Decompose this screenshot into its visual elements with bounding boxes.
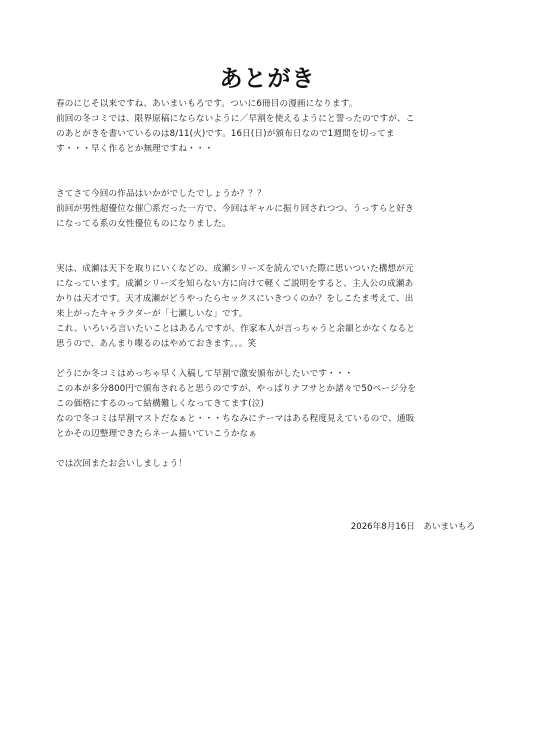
paragraph-4 bbox=[56, 367, 486, 442]
paragraph-1 bbox=[56, 97, 486, 157]
signature: 2026年8月16日 あいまいもろ bbox=[350, 522, 475, 532]
text-line: この価格にするのって結構難しくなってきてます(泣) bbox=[56, 399, 265, 409]
text-line: 実は、成瀬は天下を取りにいくなどの、成瀬シリーズを読んでいた際に思いついた構想が元 bbox=[56, 264, 414, 274]
paragraph-2 bbox=[56, 187, 486, 232]
afterword-body bbox=[56, 97, 486, 472]
text-line: さてさて今回の作品はいかがでしたでしょうか？？？ bbox=[56, 189, 266, 199]
text-line: になっています。成瀬シリーズを知らない方に向けて軽くご説明をすると、主人公の成瀬あ bbox=[56, 279, 414, 289]
text-line: 前回が男性超優位な催〇系だった一方で、今回はギャルに振り回されつつ、うっすらと好き bbox=[56, 204, 414, 214]
paragraph-gap bbox=[56, 172, 486, 187]
text-line: この本が多分800円で頒布されると思うのですが、やっぱりナフサとか諸々で50ページ分を bbox=[56, 384, 417, 394]
paragraph-gap bbox=[56, 352, 486, 367]
text-line: のあとがきを書いているのは8/11(火)です。16日(日)が頒布日なので1週間を切ってま bbox=[56, 129, 395, 139]
text-line: になってる系の女性優位ものになりました。 bbox=[56, 219, 231, 229]
text-line: これ、いろいろ言いたいことはあるんですが、作家本人が言っちゃうと余韻とかなくなると bbox=[56, 324, 416, 334]
text-line: 思うので、あんまり喋るのはやめておきます。。。笑 bbox=[56, 339, 257, 349]
text-line: どうにか冬コミはめっちゃ早く入稿して早割で激安頒布がしたいです・・・ bbox=[56, 369, 354, 379]
text-line: す・・・早く作るとか無理ですね・・・ bbox=[56, 144, 214, 154]
paragraph-gap bbox=[56, 442, 486, 457]
paragraph-gap bbox=[56, 232, 486, 247]
text-line: 来上がったキャラクターが「七瀬しいな」です。 bbox=[56, 309, 248, 319]
paragraph-gap bbox=[56, 247, 486, 262]
text-line: では次回またお会いしましょう！ bbox=[56, 459, 188, 469]
text-line: 前回の冬コミでは、限界原稿にならないように／早割を使えるようにと誓ったのですが、こ bbox=[56, 114, 415, 124]
page-title: あとがき bbox=[219, 65, 316, 92]
text-line: 春のにじそ以来ですね、あいまいもろです。ついに6冊目の漫画になります。 bbox=[56, 99, 358, 109]
paragraph-3 bbox=[56, 262, 486, 352]
paragraph-5 bbox=[56, 457, 486, 472]
text-line: とかその辺整理できたらネーム描いていこうかなぁ bbox=[56, 429, 258, 439]
paragraph-gap bbox=[56, 157, 486, 172]
text-line: なので冬コミは早割マストだなぁと・・・ちなみにテーマはある程度見えているので、通販 bbox=[56, 414, 415, 424]
text-line: かりは天才です。天才成瀬がどうやったらセックスにいきつくのか？をしこたま考えて、出 bbox=[56, 294, 414, 304]
